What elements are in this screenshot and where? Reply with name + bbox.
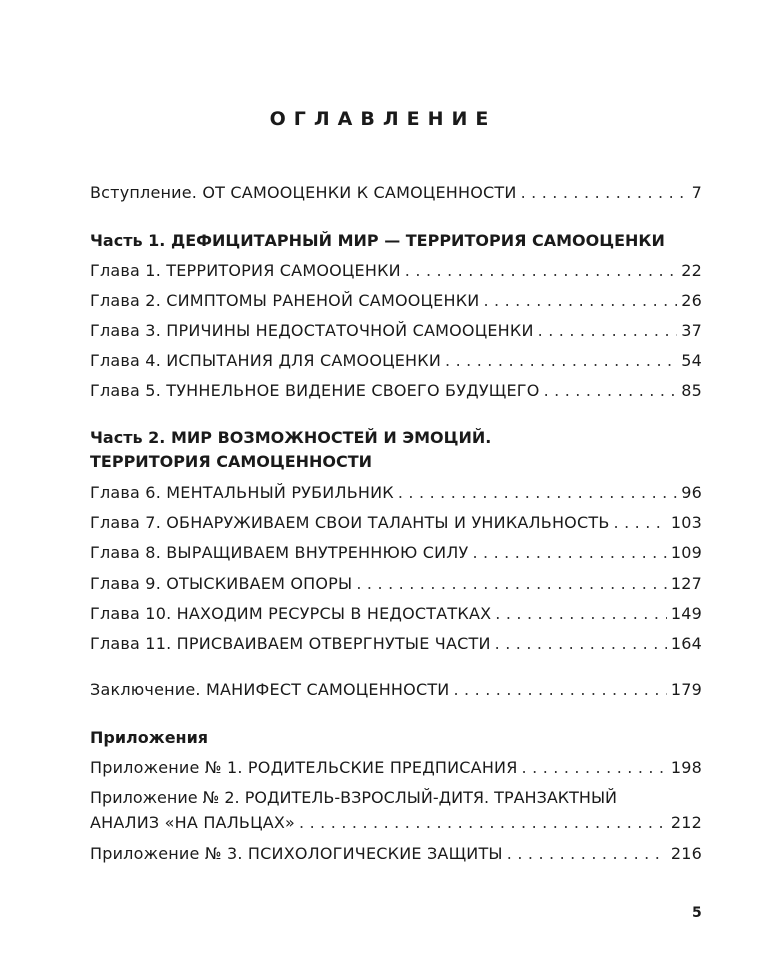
toc-entry-page: 149 <box>670 604 702 623</box>
toc-entry-page: 103 <box>670 513 702 532</box>
leader-dots <box>522 758 667 778</box>
page-title: ОГЛАВЛЕНИЕ <box>269 108 497 130</box>
toc-entry-label: Глава 4. ИСПЫТАНИЯ ДЛЯ САМООЦЕНКИ <box>90 351 442 370</box>
toc-entry-label: Глава 6. МЕНТАЛЬНЫЙ РУБИЛЬНИК <box>90 483 394 502</box>
toc-entry-page: 164 <box>670 634 702 653</box>
leader-dots <box>495 604 667 624</box>
toc-entry-page: 85 <box>681 381 702 400</box>
toc-entry-appendix-2-line1: Приложение № 2. РОДИТЕЛЬ-ВЗРОСЛЫЙ-ДИТЯ. ТРАНЗАКТНЫЙ <box>90 788 618 807</box>
toc-entry-appendix-2 <box>90 813 702 833</box>
toc-entry-page: 109 <box>670 543 702 562</box>
appendices-heading: Приложения <box>90 728 209 747</box>
toc-entry-page: 127 <box>670 574 702 593</box>
toc-entry-label: Глава 3. ПРИЧИНЫ НЕДОСТАТОЧНОЙ САМООЦЕНКИ <box>90 321 534 340</box>
toc-entry-page: 26 <box>681 291 702 310</box>
leader-dots <box>495 634 667 654</box>
leader-dots <box>356 574 667 594</box>
toc-entry-page: 37 <box>681 321 702 340</box>
toc-entry-label: Вступление. ОТ САМООЦЕНКИ К САМОЦЕННОСТИ <box>90 183 517 202</box>
toc-entry-page: 216 <box>670 844 702 863</box>
toc-entry-label: АНАЛИЗ «НА ПАЛЬЦАХ» <box>90 813 296 832</box>
toc-entry-label: Приложение № 1. РОДИТЕЛЬСКИЕ ПРЕДПИСАНИЯ <box>90 758 518 777</box>
part2-heading-line1: Часть 2. МИР ВОЗМОЖНОСТЕЙ И ЭМОЦИЙ. <box>90 428 492 447</box>
toc-entry-label: Глава 10. НАХОДИМ РЕСУРСЫ В НЕДОСТАТКАХ <box>90 604 492 623</box>
toc-entry-label: Глава 11. ПРИСВАИВАЕМ ОТВЕРГНУТЫЕ ЧАСТИ <box>90 634 491 653</box>
toc-entry-chapter-5 <box>90 381 702 401</box>
toc-entry-chapter-9 <box>90 574 702 594</box>
page-number: 5 <box>692 905 702 921</box>
leader-dots <box>538 321 678 341</box>
leader-dots <box>507 844 667 864</box>
leader-dots <box>472 543 666 563</box>
part1-heading: Часть 1. ДЕФИЦИТАРНЫЙ МИР — ТЕРРИТОРИЯ САМООЦЕНКИ <box>90 231 665 250</box>
toc-entry-chapter-2 <box>90 291 702 311</box>
toc-entry-appendix-3 <box>90 844 702 864</box>
toc-entry-intro <box>90 183 702 203</box>
leader-dots <box>453 680 666 700</box>
part2-heading-line2: ТЕРРИТОРИЯ САМОЦЕННОСТИ <box>90 452 373 471</box>
toc-entry-label: Приложение № 3. ПСИХОЛОГИЧЕСКИЕ ЗАЩИТЫ <box>90 844 503 863</box>
toc-entry-chapter-6 <box>90 483 702 503</box>
toc-entry-label: Глава 7. ОБНАРУЖИВАЕМ СВОИ ТАЛАНТЫ И УНИКАЛЬНОСТЬ <box>90 513 610 532</box>
leader-dots <box>299 813 667 833</box>
toc-entry-chapter-11 <box>90 634 702 654</box>
toc-entry-page: 179 <box>670 680 702 699</box>
toc-entry-label: Заключение. МАНИФЕСТ САМОЦЕННОСТИ <box>90 680 450 699</box>
toc-entry-label: Глава 1. ТЕРРИТОРИЯ САМООЦЕНКИ <box>90 261 401 280</box>
toc-entry-page: 212 <box>670 813 702 832</box>
toc-entry-appendix-1 <box>90 758 702 778</box>
toc-entry-page: 96 <box>681 483 702 502</box>
toc-entry-page: 22 <box>681 261 702 280</box>
toc-entry-label: Глава 8. ВЫРАЩИВАЕМ ВНУТРЕННЮЮ СИЛУ <box>90 543 469 562</box>
leader-dots <box>405 261 677 281</box>
toc-entry-label: Глава 9. ОТЫСКИВАЕМ ОПОРЫ <box>90 574 353 593</box>
toc-entry-chapter-1 <box>90 261 702 281</box>
leader-dots <box>483 291 677 311</box>
leader-dots <box>521 183 688 203</box>
toc-entry-page: 7 <box>691 183 702 202</box>
leader-dots <box>398 483 677 503</box>
toc-entry-chapter-10 <box>90 604 702 624</box>
toc-entry-label: Глава 2. СИМПТОМЫ РАНЕНОЙ САМООЦЕНКИ <box>90 291 480 310</box>
toc-entry-chapter-8 <box>90 543 702 563</box>
toc-entry-chapter-7 <box>90 513 702 533</box>
toc-entry-page: 54 <box>681 351 702 370</box>
leader-dots <box>544 381 678 401</box>
leader-dots <box>614 513 667 533</box>
toc-entry-label: Глава 5. ТУННЕЛЬНОЕ ВИДЕНИЕ СВОЕГО БУДУЩЕГО <box>90 381 540 400</box>
toc-entry-conclusion <box>90 680 702 700</box>
toc-entry-page: 198 <box>670 758 702 777</box>
leader-dots <box>445 351 677 371</box>
toc-entry-chapter-3 <box>90 321 702 341</box>
toc-entry-chapter-4 <box>90 351 702 371</box>
